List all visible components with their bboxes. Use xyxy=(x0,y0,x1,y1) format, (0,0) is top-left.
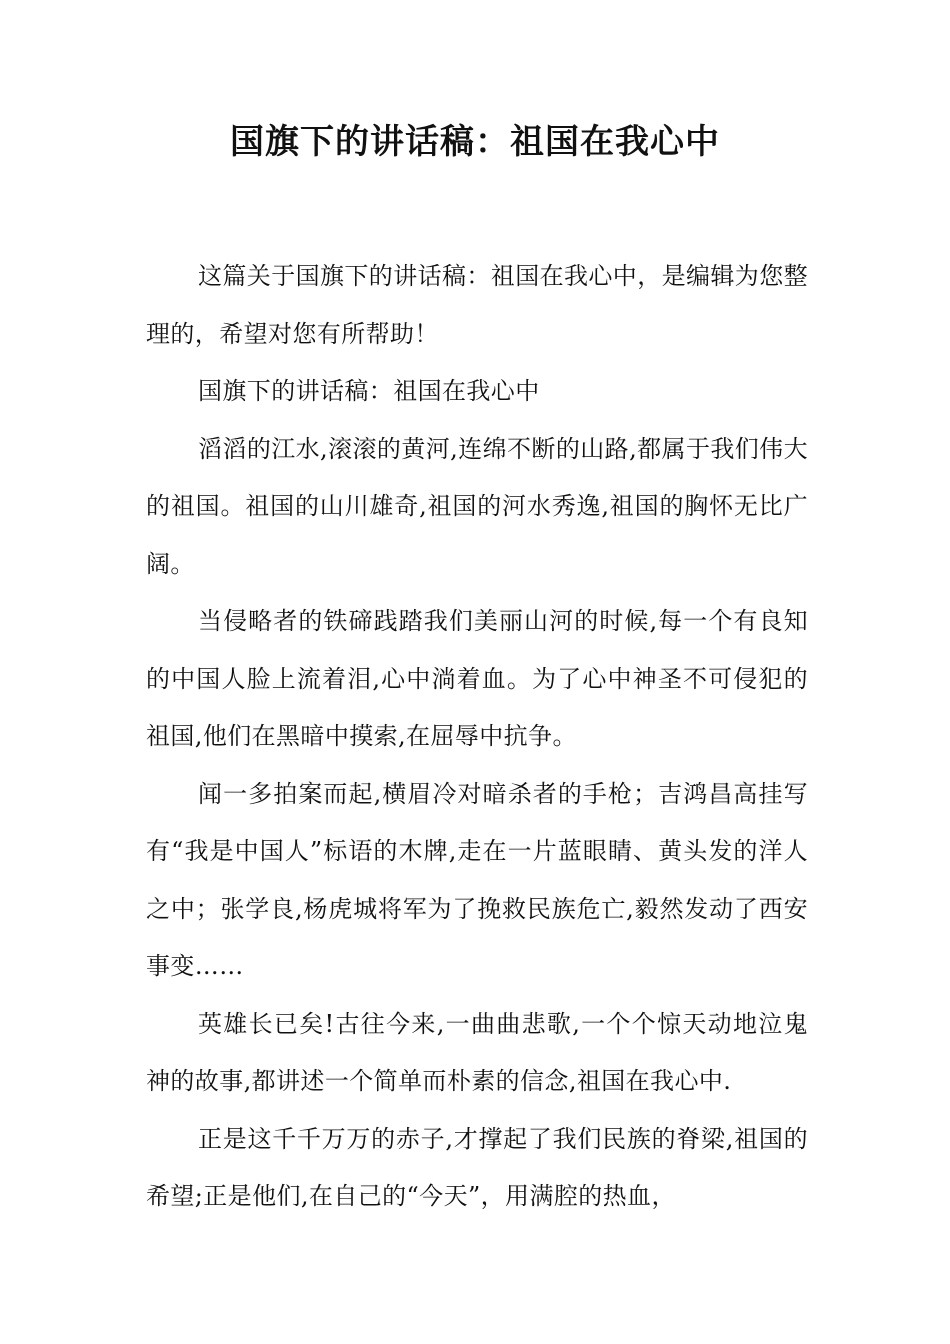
paragraph-subtitle: 国旗下的讲话稿：祖国在我心中 xyxy=(198,377,540,405)
paragraph-legends: 英雄长已矣!古往今来,一曲曲悲歌,一个个惊天动地泣鬼神的故事,都讲述一个简单而朴素的信念,祖国在我心中. xyxy=(146,1009,808,1095)
document-title: 国旗下的讲话稿：祖国在我心中 xyxy=(230,122,720,162)
paragraph-children: 正是这千千万万的赤子,才撑起了我们民族的脊梁,祖国的希望;正是他们,在自己的“今天”，用满腔的热血， xyxy=(146,1124,808,1210)
paragraph-intro: 这篇关于国旗下的讲话稿：祖国在我心中，是编辑为您整理的，希望对您有所帮助！ xyxy=(146,262,808,348)
document-body xyxy=(146,248,808,1226)
paragraph-rivers: 滔滔的江水,滚滚的黄河,连绵不断的山路,都属于我们伟大的祖国。祖国的山川雄奇,祖国的河水秀逸,祖国的胸怀无比广阔。 xyxy=(146,434,808,578)
paragraph-invaders: 当侵略者的铁碲践踏我们美丽山河的时候,每一个有良知的中国人脸上流着泪,心中淌着血。为了心中神圣不可侵犯的祖国,他们在黑暗中摸索,在屈辱中抗争。 xyxy=(146,607,808,750)
paragraph-heroes: 闻一多拍案而起,横眉冷对暗杀者的手枪；吉鸿昌高挂写有“我是中国人”标语的木牌,走在一片蓝眼睛、黄头发的洋人之中；张学良,杨虎城将军为了挽救民族危亡,毅然发动了西安事变…… xyxy=(146,779,808,980)
